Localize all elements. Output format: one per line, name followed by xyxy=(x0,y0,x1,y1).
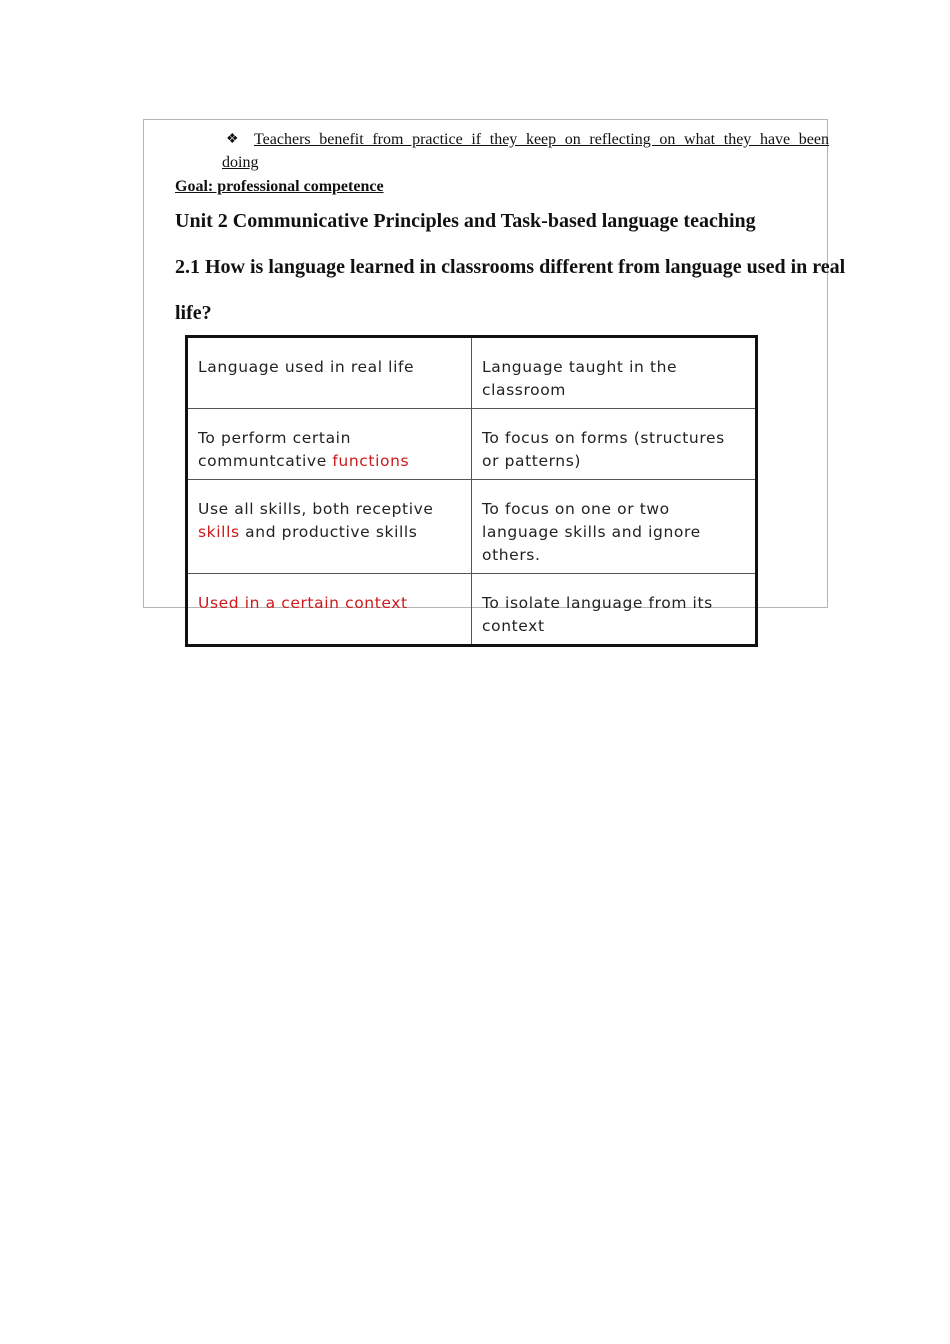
highlighted-text: Used in a certain context xyxy=(198,594,408,612)
table-row xyxy=(187,409,757,480)
table-cell-left xyxy=(187,409,472,480)
cell-text: To perform certain communtcative xyxy=(198,429,351,470)
cell-text: To focus on forms (structures or patterns) xyxy=(482,429,725,470)
diamond-bullet-icon: ❖ xyxy=(226,132,239,147)
bullet-text-line-2: doing xyxy=(222,154,259,171)
highlighted-text: skills xyxy=(198,523,240,541)
cell-text: To focus on one or two language skills and ignore others. xyxy=(482,500,701,564)
table-cell-left xyxy=(187,574,472,646)
table-cell-right xyxy=(472,480,757,574)
table-cell-left xyxy=(187,337,472,409)
table-cell-left xyxy=(187,480,472,574)
cell-text: Language taught in the classroom xyxy=(482,358,678,399)
table-cell-right xyxy=(472,409,757,480)
table-header-row xyxy=(187,337,757,409)
cell-text: To isolate language from its context xyxy=(482,594,713,635)
section-heading-line-1: 2.1 How is language learned in classrooms different from language used in real xyxy=(175,256,846,278)
table-cell-right xyxy=(472,574,757,646)
section-heading-line-2: life? xyxy=(175,302,212,324)
cell-text: Use all skills, both receptive xyxy=(198,500,434,518)
unit-title: Unit 2 Communicative Principles and Task-based language teaching xyxy=(175,210,756,232)
highlighted-text: functions xyxy=(332,452,410,470)
comparison-table xyxy=(185,335,758,647)
cell-text: Language used in real life xyxy=(198,358,415,376)
table-cell-right xyxy=(472,337,757,409)
document-frame xyxy=(143,119,846,635)
cell-text: and productive skills xyxy=(239,523,418,541)
table-row xyxy=(187,480,757,574)
bullet-text-line-1: Teachers benefit from practice if they keep on reflecting on what they have been xyxy=(254,131,829,148)
table-row xyxy=(187,574,757,646)
goal-heading: Goal: professional competence xyxy=(175,178,384,195)
